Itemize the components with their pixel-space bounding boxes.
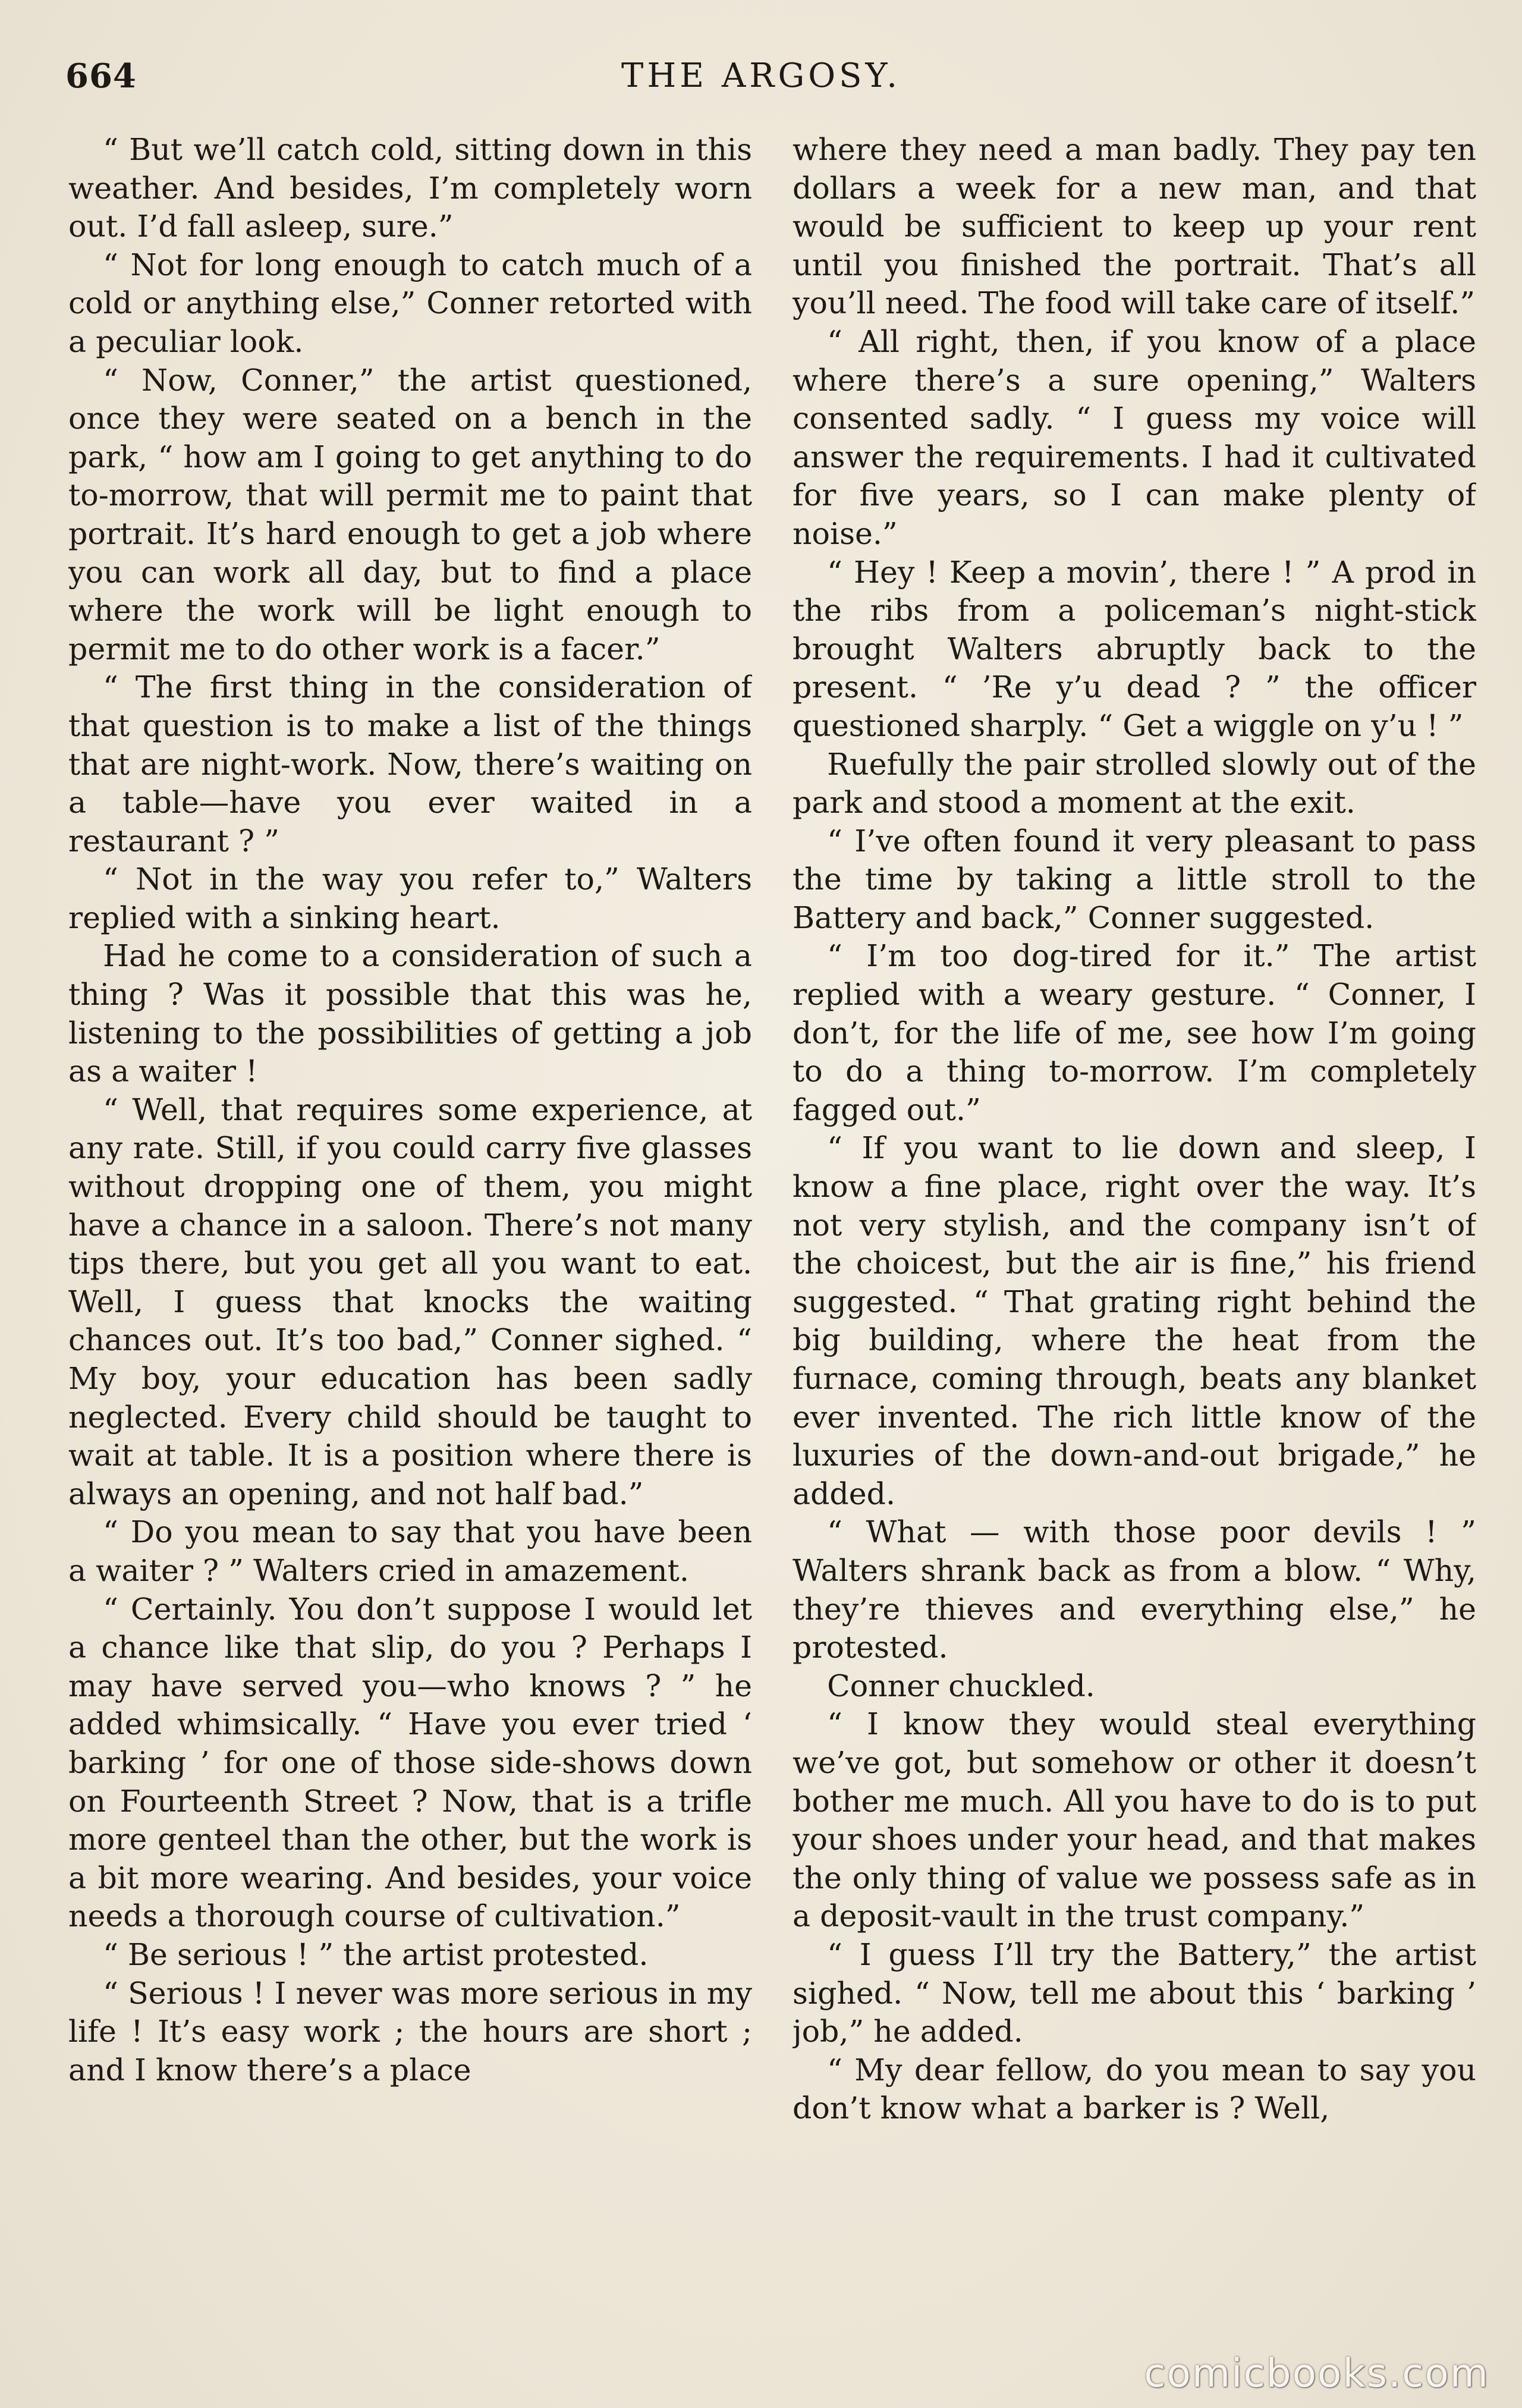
paragraph: “ Not for long enough to catch much of a cold or anything else,” Conner retorted with a peculiar look. (68, 247, 752, 359)
paragraph: “ If you want to lie down and sleep, I know a fine place, right over the way. It’s not very stylish, and the company isn’t of the choicest, but the air is fine,” his friend suggested. “ That grating right behind the big building, where the heat from the furnace, coming through, beats any blanket ever invented. The rich little know of the luxuries of the down-and-out brigade,” he added. (793, 1130, 1476, 1511)
paragraph: Ruefully the pair strolled slowly out of the park and stood a moment at the exit. (793, 746, 1476, 821)
paragraph-continued: where they need a man badly. They pay ten dollars a week for a new man, and that would be sufficient to keep up your rent until you finished the portrait. That’s all you’ll need. The food will take care of itself.” (793, 132, 1476, 321)
paragraph: “ Be serious ! ” the artist protested. (103, 1937, 649, 1972)
right-column (793, 131, 1476, 2331)
paragraph: Conner chuckled. (827, 1668, 1095, 1703)
page-number: 664 (65, 56, 137, 96)
paragraph: “ Not in the way you refer to,” Walters replied with a sinking heart. (68, 862, 752, 935)
paragraph: “ All right, then, if you know of a place where there’s a sure opening,” Walters consented sadly. “ I guess my voice will answer the requirements. I had it cultivated for five years, so I can make plenty of noise.” (793, 323, 1476, 551)
running-title: THE ARGOSY. (621, 56, 901, 95)
paragraph: Had he come to a consideration of such a thing ? Was it possible that this was he, listening to the possibilities of getting a job as a waiter ! (68, 938, 752, 1089)
paragraph: “ The first thing in the consideration of that question is to make a list of the things that are night-work. Now, there’s waiting on a table—have you ever waited in a restaurant ? ” (68, 669, 752, 859)
paragraph: “ Well, that requires some experience, at any rate. Still, if you could carry five glasses without dropping one of them, you might have a chance in a saloon. There’s not many tips there, but you get all you want to eat. Well, I guess that knocks the waiting chances out. It’s too bad,” Conner sighed. “ My boy, your education has been sadly neglected. Every child should be taught to wait at table. It is a position where there is always an opening, and not half bad.” (68, 1092, 752, 1511)
paragraph: “ I’m too dog-tired for it.” The artist replied with a weary gesture. “ Conner, I don’t, for the life of me, see how I’m going to do a thing to-morrow. I’m completely fagged out.” (793, 938, 1476, 1127)
paragraph: “ I’ve often found it very pleasant to pass the time by taking a little stroll to the Battery and back,” Conner suggested. (793, 823, 1476, 935)
paragraph: “ My dear fellow, do you mean to say you don’t know what a barker is ? Well, (793, 2052, 1476, 2126)
paragraph: “ I guess I’ll try the Battery,” the artist sighed. “ Now, tell me about this ‘ barking ’ job,” he added. (793, 1937, 1476, 2049)
paragraph: “ What — with those poor devils ! ” Walters shrank back as from a blow. “ Why, they’re thieves and everything else,” he protested. (793, 1514, 1476, 1665)
watermark: comicbooks.com (1144, 2350, 1489, 2396)
paragraph: “ I know they would steal everything we’ve got, but somehow or other it doesn’t bother me much. All you have to do is to put your shoes under your head, and that makes the only thing of value we possess safe as in a deposit-vault in the trust company.” (793, 1706, 1476, 1934)
paragraph: “ Hey ! Keep a movin’, there ! ” A prod in the ribs from a policeman’s night-stick brought Walters abruptly back to the present. “ ’Re y’u dead ? ” the officer questioned sharply. “ Get a wiggle on y’u ! ” (793, 554, 1476, 743)
paragraph: “ Now, Conner,” the artist questioned, once they were seated on a bench in the park, “ how am I going to get anything to do to-morrow, that will permit me to paint that portrait. It’s hard enough to get a job where you can work all day, but to find a place where the work will be light enough to permit me to do other work is a facer.” (68, 362, 752, 667)
paragraph: “ Serious ! I never was more serious in my life ! It’s easy work ; the hours are short ; and I know there’s a place (68, 1975, 752, 2088)
page-header (65, 56, 1457, 104)
left-column (68, 131, 752, 2331)
paragraph: “ But we’ll catch cold, sitting down in this weather. And besides, I’m completely worn out. I’d fall asleep, sure.” (68, 132, 752, 244)
paragraph: “ Certainly. You don’t suppose I would let a chance like that slip, do you ? Perhaps I may have served you—who knows ? ” he added whimsically. “ Have you ever tried ‘ barking ’ for one of those side-shows down on Fourteenth Street ? Now, that is a trifle more genteel than the other, but the work is a bit more wearing. And besides, your voice needs a thorough course of cultivation.” (68, 1591, 752, 1934)
paragraph: “ Do you mean to say that you have been a waiter ? ” Walters cried in amazement. (68, 1514, 752, 1588)
